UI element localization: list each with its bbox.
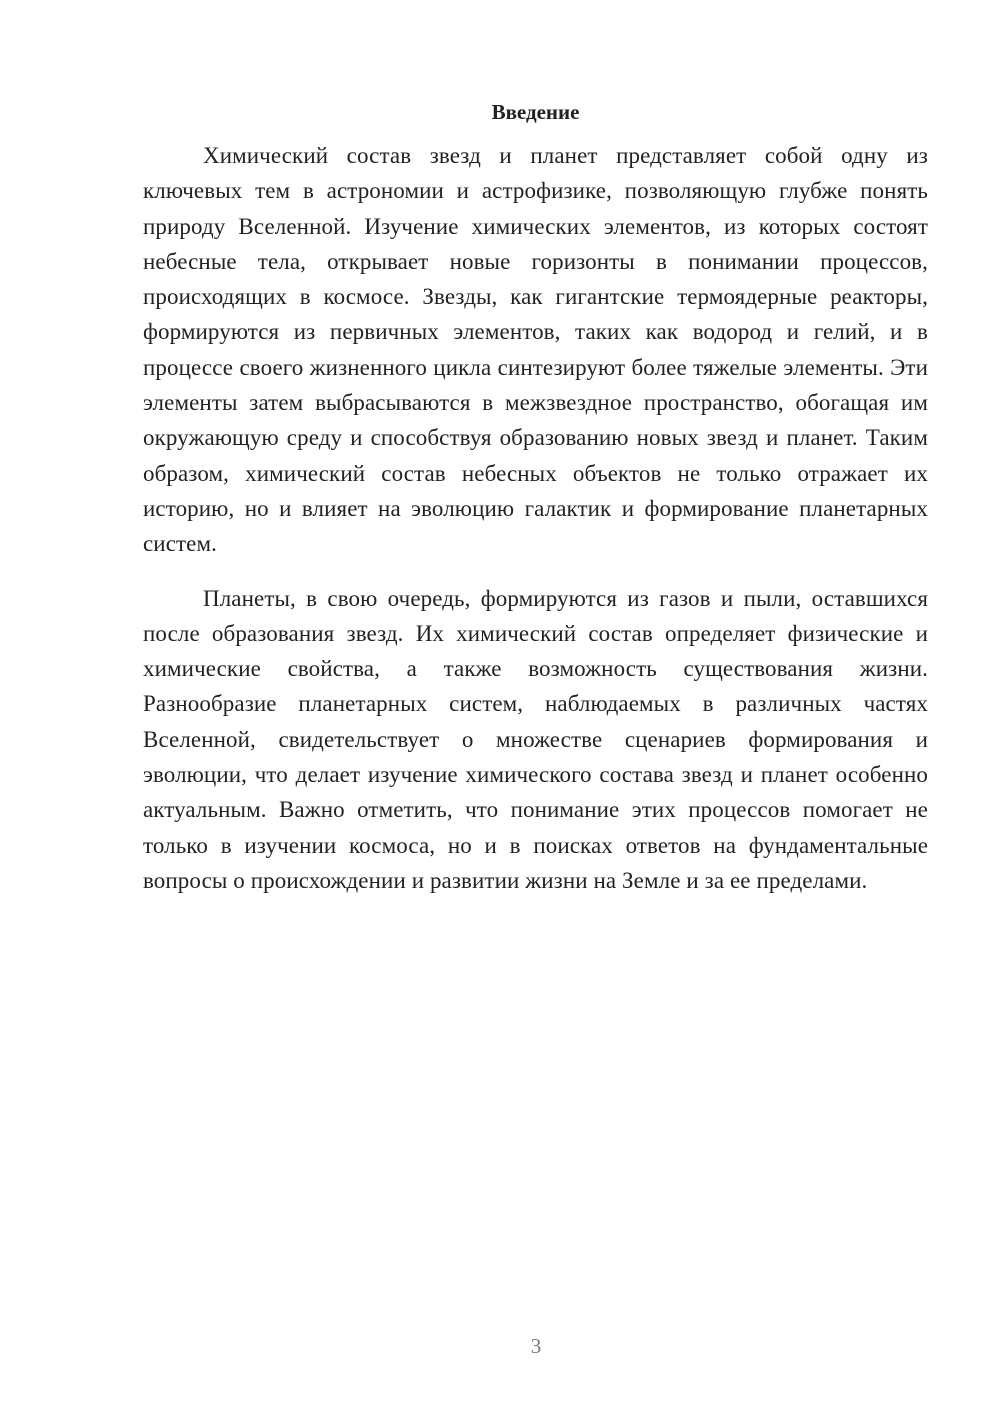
page-number: 3	[530, 1334, 542, 1358]
section-title: Введение	[491, 100, 580, 124]
page-content	[143, 100, 928, 898]
paragraph-2: Планеты, в свою очередь, формируются из газов и пыли, оставшихся после образования звезд. Их химический состав определяет физические и химические свойства, а также возможность существования жизни. Разнообразие планетарных систем, наблюдаемых в различных частях Вселенной, свидетельствует о множестве сценариев формирования и эволюции, что делает изучение химического состава звезд и планет особенно актуальным. Важно отметить, что понимание этих процессов помогает не только в изучении космоса, но и в поисках ответов на фундаментальные вопросы о происхождении и развитии жизни на Земле и за ее пределами.	[143, 585, 928, 893]
paragraph-1: Химический состав звезд и планет представляет собой одну из ключевых тем в астрономии и астрофизике, позволяющую глубже понять природу Вселенной. Изучение химических элементов, из которых состоят небесные тела, открывает новые горизонты в понимании процессов, происходящих в космосе. Звезды, как гигантские термоядерные реакторы, формируются из первичных элементов, таких как водород и гелий, и в процессе своего жизненного цикла синтезируют более тяжелые элементы. Эти элементы затем выбрасываются в межзвездное пространство, обогащая им окружающую среду и способствуя образованию новых звезд и планет. Таким образом, химический состав небесных объектов не только отражает их историю, но и влияет на эволюцию галактик и формирование планетарных систем.	[143, 143, 928, 557]
